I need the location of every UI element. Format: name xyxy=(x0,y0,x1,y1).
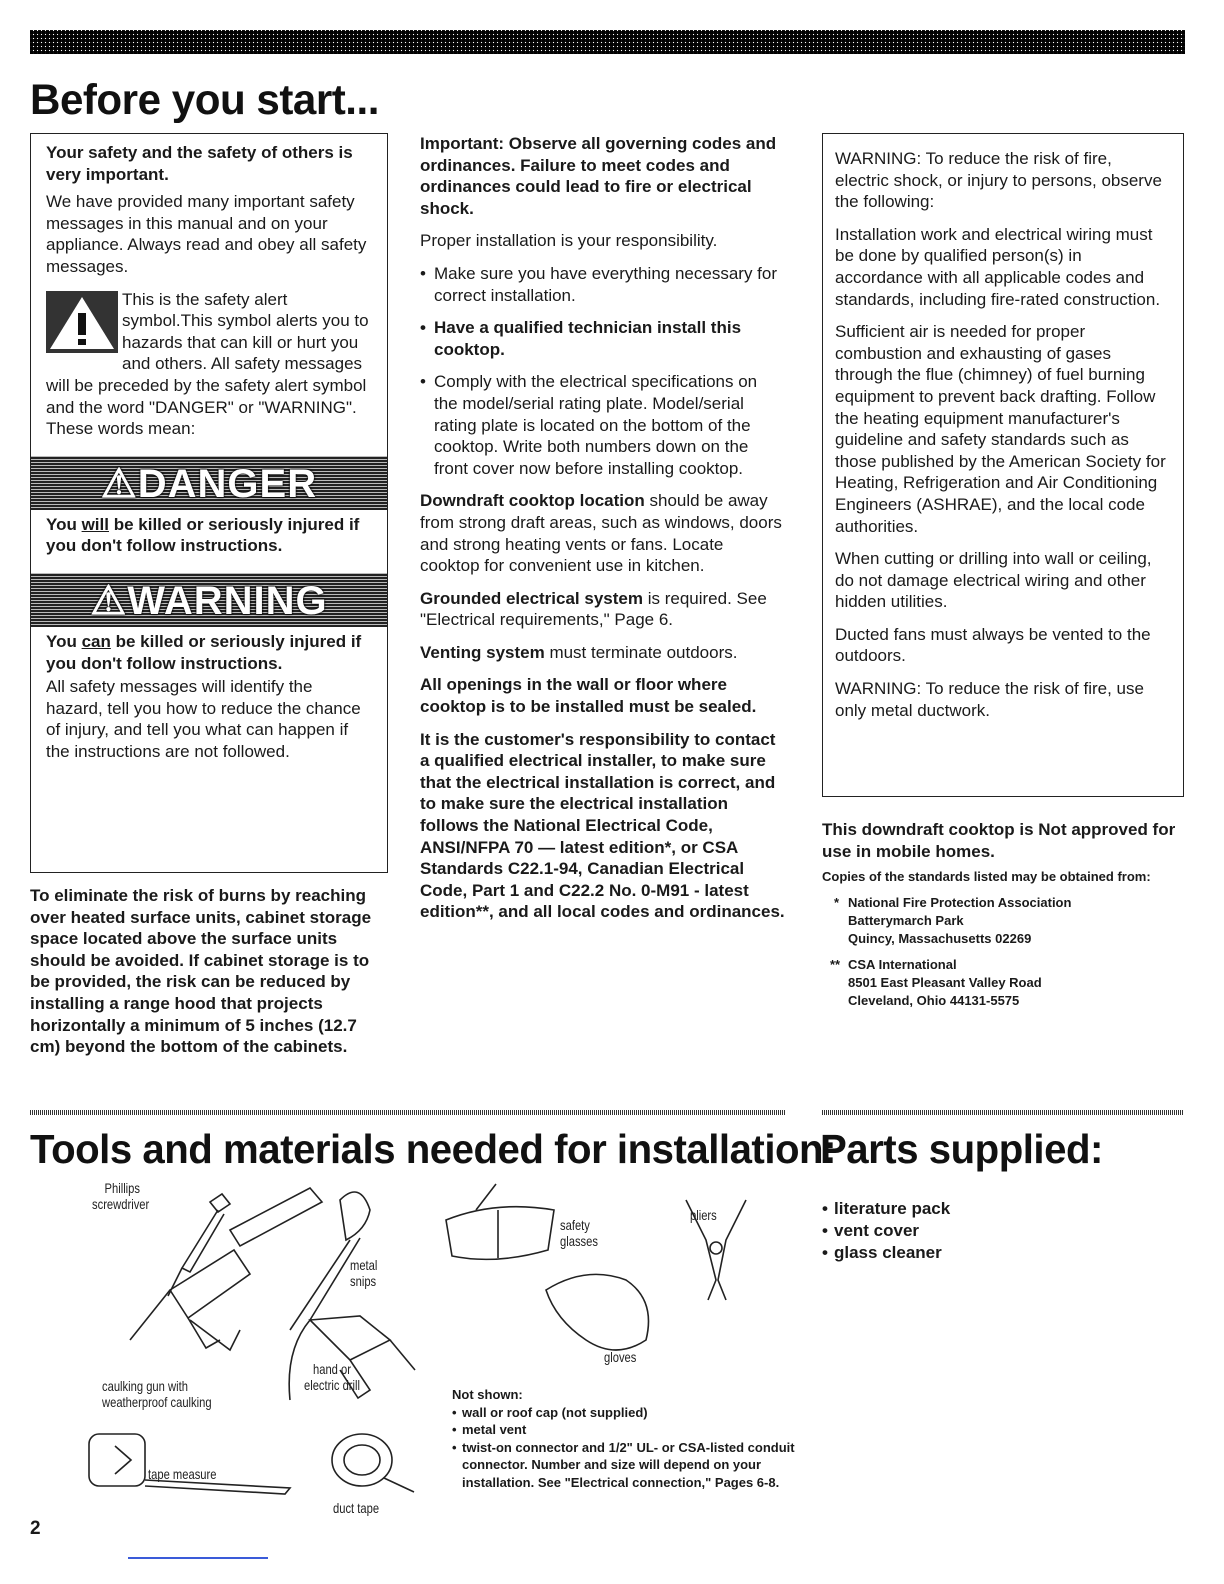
glasses-label-2: glasses xyxy=(560,1233,598,1249)
org2-line3: Cleveland, Ohio 44131-5575 xyxy=(848,993,1020,1009)
grounded-rest: is required. See "Electrical requirements," Page 6. xyxy=(420,588,767,630)
page-number: 2 xyxy=(30,1518,41,1539)
list-item: • vent cover xyxy=(822,1220,1182,1242)
bottom-blue-line xyxy=(128,1557,268,1559)
warning-box xyxy=(822,133,1184,797)
screwdriver-label-2: screwdriver xyxy=(92,1196,150,1212)
safety-alert-block xyxy=(46,289,373,440)
safety-box xyxy=(30,133,388,873)
section-divider-tools xyxy=(30,1110,785,1115)
list-item: • glass cleaner xyxy=(822,1242,1182,1264)
org1-line2: Batterymarch Park xyxy=(848,913,964,929)
drill-label-2: electric drill xyxy=(303,1377,360,1393)
duct-label: duct tape xyxy=(333,1500,380,1516)
caulk-label-1: caulking gun with xyxy=(102,1378,188,1394)
snips-label-1: metal xyxy=(350,1257,378,1273)
parts-title: Parts supplied: xyxy=(820,1126,1103,1172)
not-shown-heading: Not shown: xyxy=(452,1387,523,1402)
important-notice: Important: Observe all governing codes and ordinances. Failure to meet codes and ordinances could lead to fire or electrical shock. xyxy=(420,134,777,218)
safety-heading: Your safety and the safety of others is very important. xyxy=(46,143,353,184)
mobile-homes-notice: This downdraft cooktop is Not approved for use in mobile homes. xyxy=(822,820,1176,861)
venting-rest: must terminate outdoors. xyxy=(544,642,738,662)
safety-alert-text: This is the safety alert symbol.This symbol alerts you to hazards that can kill or hurt you and others. All safety messages will be preceded by the safety alert symbol and the word "DANGER" or "WARNING". These words mean: xyxy=(46,289,369,439)
warning-p3: When cutting or drilling into wall or ceiling, do not damage electrical wiring and other hidden utilities. xyxy=(835,549,1152,612)
org2-line2: 8501 East Pleasant Valley Road xyxy=(848,975,1042,991)
drill-label-1: hand or xyxy=(313,1361,351,1377)
org-nfpa xyxy=(822,894,1184,948)
danger-word: will xyxy=(81,514,109,534)
danger-label: ⚠DANGER xyxy=(100,461,318,506)
list-item: • literature pack xyxy=(822,1198,1182,1220)
location-bold: Downdraft cooktop location xyxy=(420,491,645,511)
snips-label xyxy=(350,1257,377,1289)
warning-p4: Ducted fans must always be vented to the outdoors. xyxy=(835,624,1151,666)
grounded-bold: Grounded electrical system xyxy=(420,588,643,608)
location-rest: should be away from strong draft areas, such as windows, doors and strong heating vents or fans. Locate cooktop for convenient use in kitchen. xyxy=(420,491,782,576)
warning-p1: Installation work and electrical wiring must be done by qualified person(s) in accordance with all applicable codes and standards, including fire-rated construction. xyxy=(835,224,1161,309)
requirements-list xyxy=(420,263,785,479)
page-title: Before you start... xyxy=(30,76,379,124)
safety-alert-icon xyxy=(46,291,118,353)
warning-column xyxy=(822,133,1184,1010)
warning-banner xyxy=(31,573,387,627)
warning-text xyxy=(46,631,373,674)
drill-label xyxy=(300,1361,364,1393)
safety-closing: All safety messages will identify the hazard, tell you how to reduce the chance of injury, and tell you what can happen if the instructions are not followed. xyxy=(46,677,361,761)
section-divider-parts xyxy=(822,1110,1184,1115)
list-item: • Comply with the electrical specifications on the model/serial rating plate. Model/serial rating plate is located on the bottom of the cooktop. Write both numbers down on the front cover now before installing cooktop. xyxy=(420,371,785,479)
venting-bold: Venting system xyxy=(420,642,545,662)
copies-text: Copies of the standards listed may be obtained from: xyxy=(822,869,1151,885)
danger-pre: You xyxy=(46,514,82,534)
list-item: • twist-on connector and 1/2" UL- or CSA-listed conduit connector. Number and size will depend on your installation. See "Electrical connection," Pages 6-8. xyxy=(452,1439,797,1492)
warning-label: ⚠WARNING xyxy=(90,578,328,623)
warning-post: be killed or seriously injured if you don't follow instructions. xyxy=(46,631,362,673)
danger-banner xyxy=(31,456,387,510)
top-decorative-bar xyxy=(30,30,1185,54)
tools-title: Tools and materials needed for installation: xyxy=(30,1126,837,1172)
glasses-label-1: safety xyxy=(560,1217,590,1233)
caulk-label xyxy=(102,1378,212,1410)
not-shown-list xyxy=(452,1386,797,1491)
glasses-label xyxy=(560,1217,598,1249)
danger-text xyxy=(46,514,373,557)
org2-mark: ** xyxy=(830,957,841,973)
warning-p5: WARNING: To reduce the risk of fire, use only metal ductwork. xyxy=(835,679,1144,720)
gloves-label: gloves xyxy=(604,1349,637,1365)
parts-list xyxy=(822,1198,1182,1264)
org2-line1: CSA International xyxy=(848,957,957,973)
burns-paragraph: To eliminate the risk of burns by reaching over heated surface units, cabinet storage space located above the surface units should be avoided. If cabinet storage is to be provided, the risk can be reduced by installing a range hood that projects horizontally a minimum of 5 inches (12.7 cm) beyond the bottom of the cabinets. xyxy=(30,886,372,1057)
safety-intro: We have provided many important safety messages in this manual and on your appliance. Always read and obey all safety messages. xyxy=(46,192,367,276)
customer-paragraph: It is the customer's responsibility to contact a qualified electrical installer, to make sure that the electrical installation is correct, and to make sure the electrical installation follows the National Electrical Code, ANSI/NFPA 70 — latest edition*, or CSA Standards C22.1-94, Canadian Electrical Code, Part 1 and C22.2 No. 0-M91 - latest edition**, and all local codes and ordinances. xyxy=(420,729,785,922)
tape-measure-art xyxy=(85,1430,295,1500)
duct-tape-art xyxy=(328,1430,418,1500)
warning-word: can xyxy=(81,631,111,651)
caulk-label-2: weatherproof caulking xyxy=(102,1394,212,1410)
danger-post: be killed or seriously injured if you don't follow instructions. xyxy=(46,514,360,556)
location-paragraph xyxy=(420,490,785,576)
list-item: • Make sure you have everything necessary for correct installation. xyxy=(420,263,785,306)
org-csa xyxy=(822,956,1184,1010)
org1-line1: National Fire Protection Association xyxy=(848,895,1072,911)
list-item: • metal vent xyxy=(452,1421,797,1439)
screwdriver-label xyxy=(92,1180,150,1212)
venting-paragraph xyxy=(420,642,785,664)
installation-column xyxy=(420,133,785,923)
org1-mark: * xyxy=(834,895,840,911)
drill-art xyxy=(280,1310,430,1410)
warning-pre: You xyxy=(46,631,82,651)
screwdriver-label-1: Phillips xyxy=(104,1180,140,1196)
responsibility-text: Proper installation is your responsibility. xyxy=(420,231,718,251)
pliers-label: pliers xyxy=(690,1207,717,1223)
tape-label: tape measure xyxy=(148,1466,217,1482)
openings-paragraph: All openings in the wall or floor where cooktop is to be installed must be sealed. xyxy=(420,675,757,717)
snips-label-2: snips xyxy=(350,1273,377,1289)
warning-intro: WARNING: To reduce the risk of fire, electric shock, or injury to persons, observe the following: xyxy=(835,149,1162,212)
safety-column xyxy=(30,133,388,1058)
list-item: • Have a qualified technician install this cooktop. xyxy=(420,317,785,360)
grounded-paragraph xyxy=(420,588,785,631)
org1-line3: Quincy, Massachusetts 02269 xyxy=(848,931,1032,947)
warning-p2: Sufficient air is needed for proper combustion and exhausting of gases through the flue (chimney) of fuel burning equipment to prevent back drafting. Follow the heating equipment manufacturer's guideline and safety standards such as those published by the American Society for Heating, Refrigeration and Air Conditioning Engineers (ASHRAE), and the local code authorities. xyxy=(835,322,1166,536)
list-item: • wall or roof cap (not supplied) xyxy=(452,1404,797,1422)
